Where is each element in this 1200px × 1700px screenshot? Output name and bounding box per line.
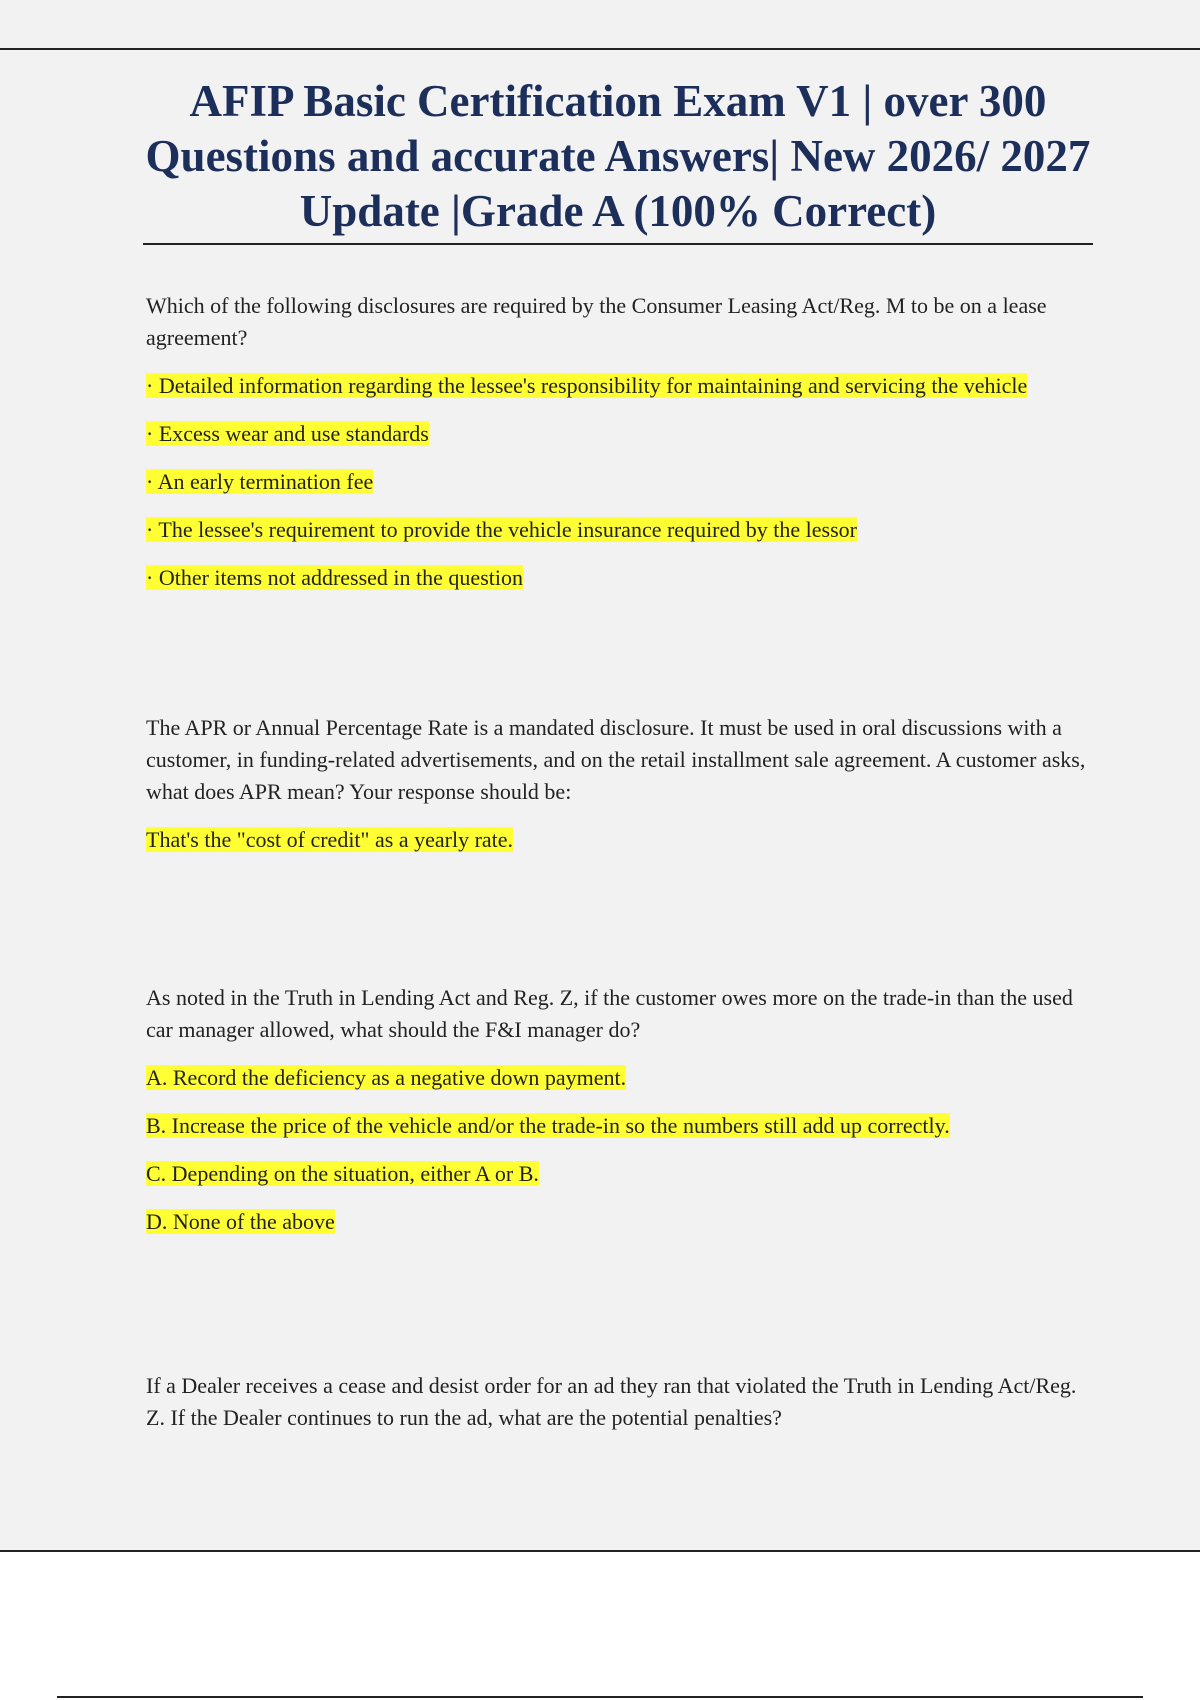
highlighted-answer-text: That's the "cost of credit" as a yearly rate.	[146, 827, 514, 852]
answer-item	[146, 1110, 1096, 1142]
question-text: If a Dealer receives a cease and desist order for an ad they ran that violated the Truth in Lending Act/Reg. Z. If the Dealer continues to run the ad, what are the potential penalties?	[146, 1373, 1077, 1430]
answer-item	[146, 418, 1096, 450]
answer-item	[146, 824, 1096, 856]
next-page-divider	[57, 1696, 1143, 1698]
question-text: The APR or Annual Percentage Rate is a mandated disclosure. It must be used in oral discussions with a customer, in funding-related advertisements, and on the retail installment sale agreement. A customer asks, what does APR mean? Your response should be:	[146, 715, 1086, 804]
answer-item	[146, 466, 1096, 498]
document-page	[0, 48, 1200, 1552]
answer-item	[146, 562, 1096, 594]
question-block-2	[146, 712, 1096, 856]
question-text: As noted in the Truth in Lending Act and Reg. Z, if the customer owes more on the trade-in than the used car manager allowed, what should the F&I manager do?	[146, 985, 1073, 1042]
highlighted-answer-text: · Excess wear and use standards	[146, 421, 429, 446]
highlighted-answer-text: · An early termination fee	[146, 469, 374, 494]
answer-item	[146, 1158, 1096, 1190]
answer-item	[146, 514, 1096, 546]
highlighted-answer-text: B. Increase the price of the vehicle and/or the trade-in so the numbers still add up correctly.	[146, 1113, 950, 1138]
question-block-1	[146, 290, 1096, 594]
highlighted-answer-text: · Detailed information regarding the lessee's responsibility for maintaining and servicing the vehicle	[146, 373, 1028, 398]
highlighted-answer-text: · The lessee's requirement to provide the vehicle insurance required by the lessor	[146, 517, 857, 542]
document-body	[146, 290, 1096, 1450]
highlighted-answer-text: A. Record the deficiency as a negative down payment.	[146, 1065, 627, 1090]
answer-item	[146, 370, 1096, 402]
spacer	[146, 872, 1096, 982]
answer-item	[146, 1062, 1096, 1094]
spacer	[146, 1254, 1096, 1370]
answer-item	[146, 1206, 1096, 1238]
question-text: Which of the following disclosures are required by the Consumer Leasing Act/Reg. M to be on a lease agreement?	[146, 293, 1047, 350]
top-margin	[0, 0, 1200, 48]
question-block-3	[146, 982, 1096, 1238]
highlighted-answer-text: C. Depending on the situation, either A or B.	[146, 1161, 539, 1186]
document-title: AFIP Basic Certification Exam V1 | over 300 Questions and accurate Answers| New 2026/ 2027 Update |Grade A (100% Correct)	[143, 74, 1093, 245]
question-block-4	[146, 1370, 1096, 1434]
highlighted-answer-text: · Other items not addressed in the question	[146, 565, 523, 590]
spacer	[146, 610, 1096, 712]
highlighted-answer-text: D. None of the above	[146, 1209, 335, 1234]
